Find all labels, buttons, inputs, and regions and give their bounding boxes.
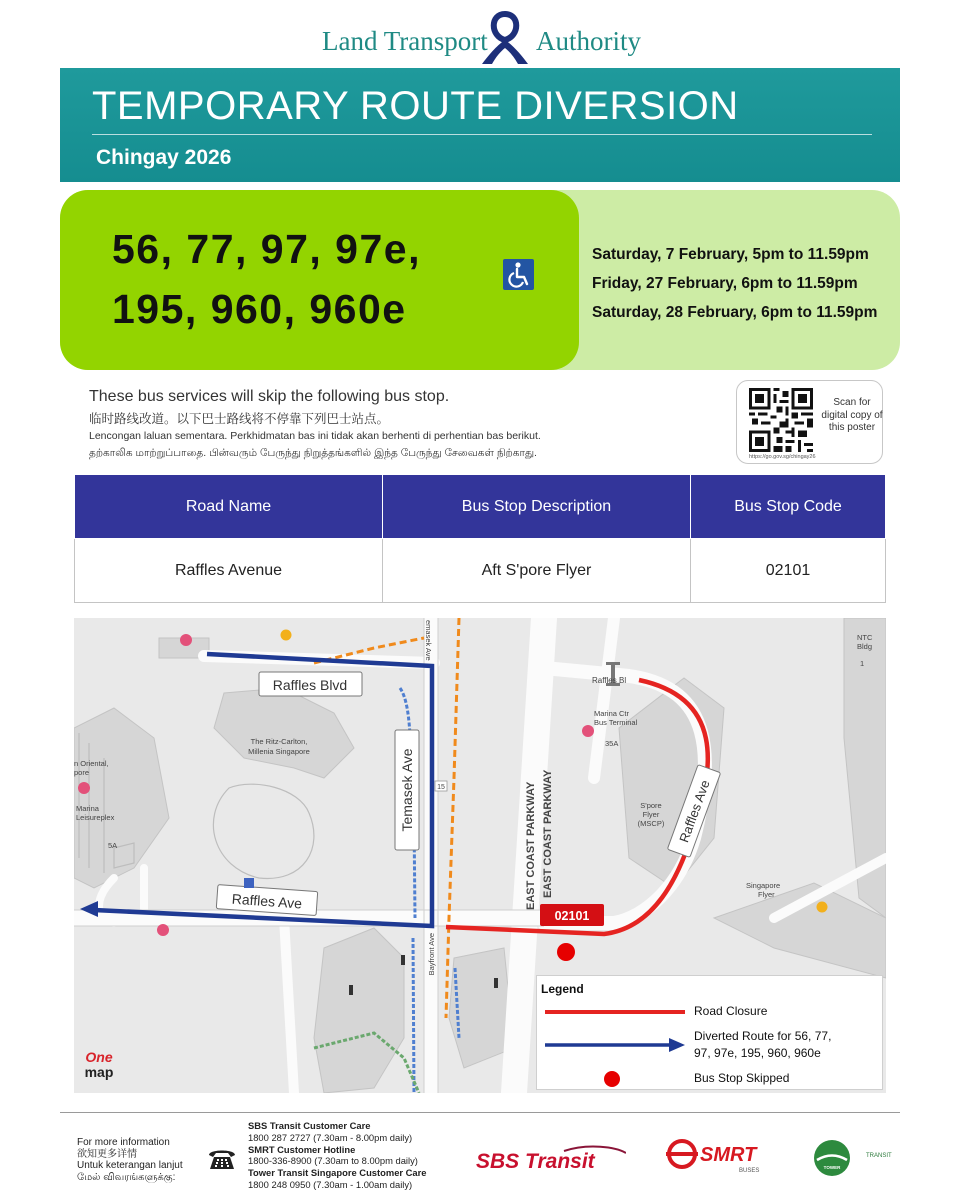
road-label-temasek-ave [395, 730, 419, 850]
stop-code-label: 02101 [554, 909, 590, 923]
bayfront-ave-label: Bayfront Ave [427, 933, 436, 976]
east-coast-parkway-label: EAST COAST PARKWAY [542, 769, 554, 898]
east-coast-parkway-label: EAST COAST PARKWAY [525, 781, 537, 910]
raffles-bl-small-label: Raffles Bl [592, 676, 627, 685]
poster-title: TEMPORARY ROUTE DIVERSION [92, 84, 739, 128]
svg-text:SBS Transit: SBS Transit [476, 1150, 595, 1173]
bus-terminal-label: Marina Ctr [594, 709, 630, 718]
qr-url[interactable]: https://go.gov.sg/chingay26 [749, 454, 816, 460]
legend-label-line: 97, 97e, 195, 960, 960e [694, 1046, 821, 1060]
date-item: Saturday, 28 February, 6pm to 11.59pm [592, 304, 878, 321]
title-banner [60, 68, 900, 182]
column-header-stop-code: Bus Stop Code [691, 475, 886, 539]
skip-notice [89, 388, 541, 461]
restaurant-icon [78, 782, 90, 794]
bus-stop-icon [494, 978, 498, 988]
date-item: Saturday, 7 February, 5pm to 11.59pm [592, 246, 869, 263]
sbs-transit-logo [476, 1145, 626, 1175]
footer-divider [60, 1112, 900, 1113]
bus-services-line-1: 56, 77, 97, 97e, [112, 226, 421, 272]
flyer-mscp-label: (MSCP) [637, 819, 665, 828]
svg-text:Raffles Ave: Raffles Ave [676, 777, 713, 845]
svg-text:TOWER: TOWER [823, 1165, 841, 1170]
lta-logo [0, 8, 960, 66]
parking-icon [244, 878, 254, 888]
telephone-icon [207, 1147, 237, 1171]
oriental-label: pore [74, 768, 90, 777]
legend-label-road-closure: Road Closure [694, 1004, 768, 1018]
svg-text:Temasek Ave: Temasek Ave [399, 748, 415, 832]
more-info-line: 欲知更多详情 [77, 1148, 137, 1160]
diverted-route-swatch [545, 1037, 685, 1053]
onemap-logo [80, 1047, 118, 1085]
atm-icon [817, 902, 828, 913]
singapore-flyer-label: Singapore [746, 881, 781, 890]
skipped-stop-marker [557, 943, 575, 961]
wheelchair-accessible-icon [503, 259, 534, 290]
svg-text:map: map [84, 1064, 114, 1080]
map-legend [536, 975, 883, 1090]
customer-contacts [248, 1120, 427, 1191]
date-item: Friday, 27 February, 6pm to 11.59pm [592, 275, 858, 292]
map-number-label: 35A [605, 739, 619, 748]
org-name-right: Authority [536, 26, 641, 56]
bus-terminal-label: Bus Terminal [594, 718, 638, 727]
more-info-line: மேல் விவரங்களுக்கு: [77, 1171, 176, 1183]
restaurant-icon [157, 924, 169, 936]
ntc-building-label: Bldg [857, 642, 873, 651]
column-header-road-name: Road Name [75, 475, 383, 539]
diversion-map [74, 618, 886, 1093]
more-info-line: Untuk keterangan lanjut [77, 1160, 183, 1171]
marina-leisureplex-label: Marina [76, 804, 99, 813]
diversion-dates [592, 240, 877, 327]
legend-label-line: Diverted Route for 56, 77, [694, 1029, 832, 1043]
svg-text:Raffles Ave: Raffles Ave [231, 890, 303, 912]
temasek-ave-small-label: emasek Ave [424, 620, 433, 661]
services-panel [60, 190, 900, 370]
cell-stop-description: Aft S'pore Flyer [383, 539, 691, 603]
svg-text:BUSES: BUSES [739, 1168, 760, 1174]
tower-transit-label: TRANSIT [866, 1153, 892, 1159]
flyer-mscp-label: S'pore [640, 801, 662, 810]
lta-ribbon-icon [476, 10, 534, 66]
bus-stop-skipped-swatch [603, 1070, 621, 1088]
bus-services-box [60, 190, 579, 370]
marina-leisureplex-label: Leisureplex [76, 813, 115, 822]
qr-panel[interactable] [736, 380, 883, 464]
tower-transit-logo [812, 1138, 862, 1178]
bus-stop-icon [349, 985, 353, 995]
svg-text:Raffles Blvd: Raffles Blvd [272, 677, 348, 693]
notice-malay: Lencongan laluan sementara. Perkhidmatan bas ini tidak akan berhenti di perhentian bas berikut. [89, 430, 541, 442]
more-information [77, 1137, 183, 1183]
bus-services-line-2: 195, 960, 960e [112, 286, 407, 332]
legend-label-diverted-route [694, 1028, 831, 1062]
legend-label-bus-stop-skipped: Bus Stop Skipped [694, 1071, 790, 1085]
contact-name: Tower Transit Singapore Customer Care [248, 1167, 427, 1179]
contact-detail[interactable]: 1800 287 2727 (7.30am - 8.00pm daily) [248, 1131, 413, 1143]
contact-name: SBS Transit Customer Care [248, 1120, 371, 1131]
notice-english: These bus services will skip the following bus stop. [89, 388, 450, 405]
notice-tamil: தற்காலிக மாற்றுப்பாதை. பின்வரும் பேருந்து நிறுத்தங்களில் இந்த பேருந்து சேவைகள் நிற்காது. [89, 447, 537, 459]
ritz-carlton-label: The Ritz-Carlton, [250, 737, 308, 746]
qr-caption: Scan for digital copy of this poster [821, 397, 883, 433]
banner-divider [92, 134, 872, 135]
svg-text:One: One [85, 1049, 113, 1065]
contact-detail[interactable]: 1800 248 0950 (7.30am - 1.00am daily) [248, 1178, 413, 1190]
table-row [75, 539, 886, 603]
road-closure-swatch [545, 1007, 685, 1017]
ntc-building-label: NTC [857, 633, 873, 642]
ritz-carlton-label: Millenia Singapore [248, 747, 310, 756]
more-info-line: For more information [77, 1137, 170, 1148]
legend-title: Legend [541, 982, 584, 996]
qr-code-icon[interactable] [749, 388, 813, 452]
restaurant-icon [180, 634, 192, 646]
svg-text:SMRT: SMRT [700, 1144, 757, 1166]
road-label-raffles-blvd [259, 672, 362, 696]
map-number-label: 5A [108, 841, 118, 850]
singapore-flyer-label: Flyer [758, 890, 775, 899]
cell-road-name: Raffles Avenue [75, 539, 383, 603]
org-name-left: Land Transport [322, 26, 488, 56]
event-name: Chingay 2026 [96, 146, 232, 169]
cell-stop-code: 02101 [691, 539, 886, 603]
smrt-buses-logo [666, 1139, 776, 1177]
skipped-stops-table [74, 474, 886, 603]
flyer-mscp-label: Flyer [642, 810, 660, 819]
column-header-stop-description: Bus Stop Description [383, 475, 691, 539]
table-header-row [75, 475, 886, 539]
map-number-label: 1 [860, 659, 865, 668]
restaurant-icon [582, 725, 594, 737]
bus-stop-icon [401, 955, 405, 965]
contact-name: SMRT Customer Hotline [248, 1143, 356, 1155]
notice-chinese: 临时路线改道。以下巴士路线将不停靠下列巴士站点。 [89, 412, 390, 426]
contact-detail[interactable]: 1800-336-8900 (7.30am to 8.00pm daily) [248, 1155, 418, 1167]
oriental-label: n Oriental, [74, 759, 109, 768]
atm-icon [281, 630, 292, 641]
map-number-label: 15 [437, 784, 445, 791]
